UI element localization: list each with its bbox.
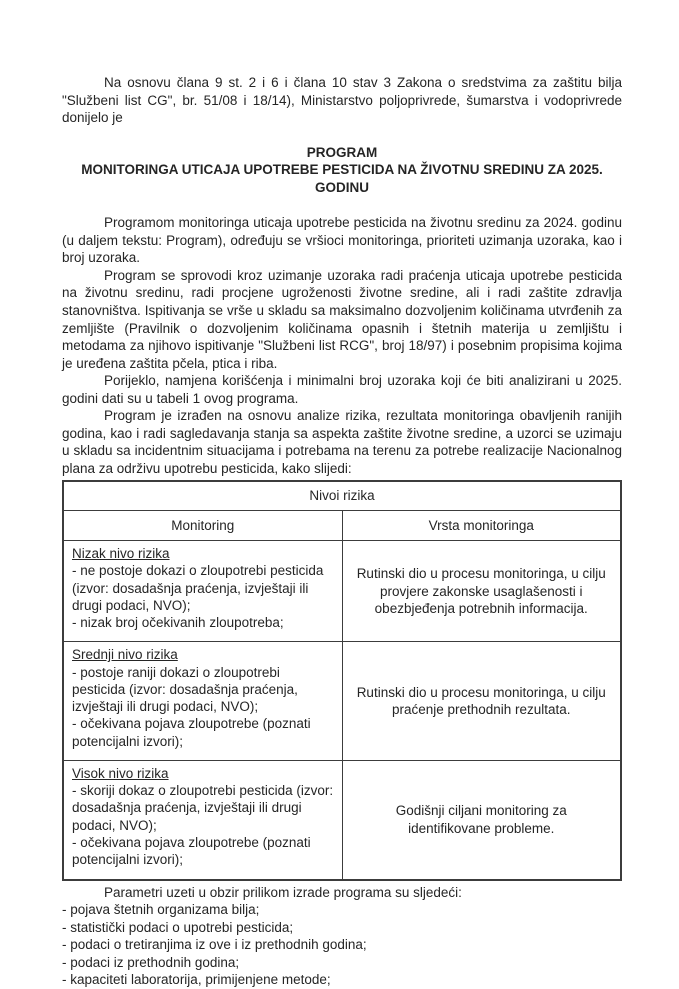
high-risk-title: Visok nivo rizika (72, 765, 169, 781)
high-risk-cell (63, 760, 342, 879)
parameters-intro: Parametri uzeti u obzir prilikom izrade programa su sljedeći: (104, 884, 462, 900)
table-row-high-risk (63, 760, 621, 879)
medium-risk-line-2: - očekivana pojava zloupotrebe (poznati potencijalni izvori); (72, 716, 311, 749)
high-risk-description: Godišnji ciljani monitoring za identifikovane probleme. (342, 760, 621, 879)
low-risk-line-2: - nizak broj očekivanih zloupotreba; (72, 615, 284, 631)
high-risk-line-2: - očekivana pojava zloupotrebe (poznati potencijalni izvori); (72, 835, 311, 868)
low-risk-title: Nizak nivo rizika (72, 546, 170, 562)
paragraph-3: Porijeklo, namjena korišćenja i minimalni broj uzoraka koji će biti analizirani u 2025. godini dati su u tabeli 1 ovog programa. (62, 373, 622, 406)
medium-risk-cell (63, 642, 342, 761)
paragraph-1: Programom monitoringa uticaja upotrebe pesticida na životnu sredinu za 2024. godinu (u daljem tekstu: Program), određuju se vršioci monitoringa, prioriteti uzimanja uzoraka, kao i broj uzoraka. (62, 215, 622, 266)
low-risk-cell (63, 541, 342, 642)
parameter-item-1: - pojava štetnih organizama bilja; (62, 902, 260, 918)
title-line-2: MONITORINGA UTICAJA UPOTREBE PESTICIDA NA ŽIVOTNU SREDINU ZA 2025. GODINU (81, 162, 603, 195)
table-header-row (63, 510, 621, 540)
parameter-item-3: - podaci o tretiranjima iz ove i iz prethodnih godina; (62, 937, 367, 953)
high-risk-line-1: - skoriji dokaz o zloupotrebi pesticida (izvor: dosadašnja praćenja, izvještaji ili drugi podaci, NVO); (72, 783, 334, 833)
paragraph-4: Program je izrađen na osnovu analize rizika, rezultata monitoringa obavljenih ranijih godina, kao i radi sagledavanja stanja sa aspekta zaštite životne sredine, a uzorci se uzimaju u skladu sa incidentnim situacijama i potrebama na terenu za potrebe realizacije Nacionalnog plana za održivu upotrebu pesticida, kako slijedi: (62, 408, 622, 476)
medium-risk-description: Rutinski dio u procesu monitoringa, u cilju praćenje prethodnih rezultata. (342, 642, 621, 761)
table-title: Nivoi rizika (63, 481, 621, 510)
medium-risk-title: Srednji nivo rizika (72, 647, 178, 663)
column-header-monitoring: Monitoring (63, 510, 342, 540)
table-row-medium-risk (63, 642, 621, 761)
low-risk-description: Rutinski dio u procesu monitoringa, u cilju provjere zakonske usaglašenosti i obezbjeđenja potrebnih informacija. (342, 541, 621, 642)
title-line-1: PROGRAM (306, 144, 378, 160)
low-risk-line-1: - ne postoje dokazi o zloupotrebi pesticida (izvor: dosadašnja praćenja, izvještaji ili drugi podaci, NVO); (72, 563, 324, 613)
medium-risk-line-1: - postoje raniji dokazi o zloupotrebi pesticida (izvor: dosadašnja praćenja, izvještaji ili drugi podaci, NVO); (72, 664, 298, 715)
intro-paragraph: Na osnovu člana 9 st. 2 i 6 i člana 10 stav 3 Zakona o sredstvima za zaštitu bilja "Službeni list CG", br. 51/08 i 18/14), Ministarstvo poljoprivrede, šumarstva i vodoprivrede donijelo je (62, 75, 622, 126)
column-header-vrsta-monitoringa: Vrsta monitoringa (342, 510, 621, 540)
table-row-low-risk (63, 541, 621, 642)
risk-levels-table (62, 480, 622, 880)
paragraph-2: Program se sprovodi kroz uzimanje uzoraka radi praćenja uticaja upotrebe pesticida na životnu sredinu, radi procjene ugroženosti životne sredine, ali i radi zaštite zdravlja stanovništva. Ispitivanja se vrše u skladu sa maksimalno dozvoljenim količinama utvrđenih za zemljište (Pravilnik o dozvoljenim količinama opasnih i štetnih materija u zemljištu i metodama za njihovo ispitivanje "Službeni list RCG", broj 18/97) i posebnim propisima kojima je uređena zaštita pčela, ptica i riba. (62, 267, 622, 371)
parameter-item-4: - podaci iz prethodnih godina; (62, 954, 240, 970)
document-title (62, 144, 622, 197)
parameter-item-5: - kapaciteti laboratorija, primijenjene metode; (62, 972, 331, 988)
table-title-row (63, 481, 621, 510)
parameter-item-2: - statistički podaci o upotrebi pesticida; (62, 919, 294, 935)
parameters-list (62, 901, 622, 989)
